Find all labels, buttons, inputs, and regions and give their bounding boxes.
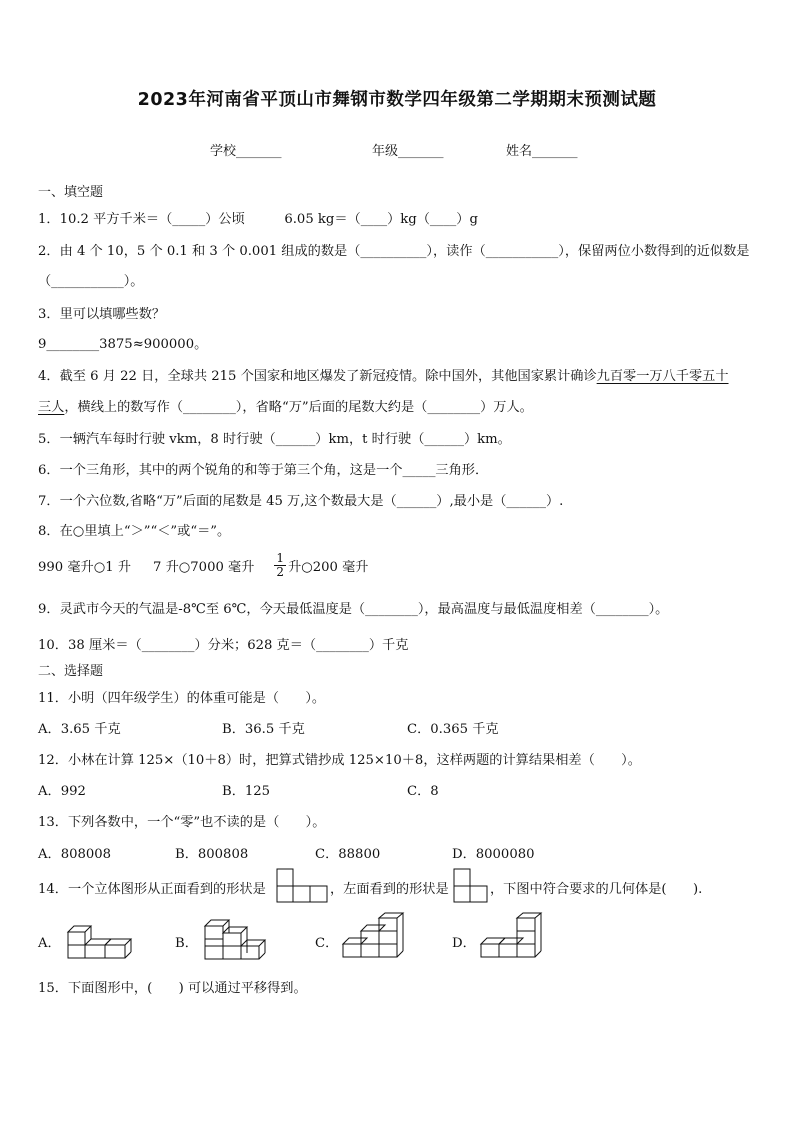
question-2-line-2: （___________）。 <box>38 274 144 289</box>
question-4-line-1 <box>38 365 729 384</box>
grade-field: 年级_______ <box>372 144 444 159</box>
q14-option-c-figure <box>341 912 405 962</box>
q14-option-d[interactable]: D． <box>452 936 476 951</box>
question-13: 13．下列各数中，一个“零”也不读的是（ ）。 <box>38 815 326 830</box>
question-5: 5．一辆汽车每时行驶 vkm，8 时行驶（______）km，t 时行驶（______）km。 <box>38 432 511 447</box>
section-fill-heading: 一、填空题 <box>38 185 104 200</box>
question-14-part-2: ，左面看到的形状是 <box>330 882 449 897</box>
q14-option-c[interactable]: C． <box>315 936 339 951</box>
question-4-underlined-end: 三人 <box>38 400 65 415</box>
question-12: 12．小林在计算 125×（10＋8）时，把算式错抄成 125×10＋8，这样两题的计算结果相差（ ）。 <box>38 753 641 768</box>
question-7: 7．一个六位数,省略“万”后面的尾数是 45 万,这个数最大是（______）,最小是（______）. <box>38 494 564 509</box>
question-2-line-1: 2．由 4 个 10，5 个 0.1 和 3 个 0.001 组成的数是（__________），读作（___________），保留两位小数得到的近似数是 <box>38 244 750 259</box>
q13-option-c[interactable]: C．88800 <box>315 847 381 862</box>
q8-fraction <box>274 552 286 579</box>
q13-option-d[interactable]: D．8000080 <box>452 847 535 862</box>
question-6: 6．一个三角形，其中的两个锐角的和等于第三个角，这是一个_____三角形． <box>38 463 489 478</box>
question-8: 8．在○里填上“＞”“＜”或“＝”。 <box>38 524 231 539</box>
q8-item-b: 7 升○7000 毫升 <box>153 559 255 575</box>
q14-option-b-figure <box>203 914 267 962</box>
fraction-denominator: 2 <box>276 564 285 579</box>
q11-option-c[interactable]: C．0.365 千克 <box>407 722 499 737</box>
q12-option-c[interactable]: C．8 <box>407 784 439 799</box>
q11-option-a[interactable]: A．3.65 千克 <box>38 722 121 737</box>
name-field: 姓名_______ <box>506 144 578 159</box>
question-3-line-1: 3．里可以填哪些数？ <box>38 307 166 322</box>
question-4-text: 4．截至 6 月 22 日，全球共 215 个国家和地区爆发了新冠疫情。除中国外，其他国家累计确诊 <box>38 369 597 384</box>
question-4-underlined-number: 九百零一万八千零五十 <box>596 369 729 384</box>
question-8-items <box>38 548 369 582</box>
q14-option-a[interactable]: A． <box>38 936 61 951</box>
q14-option-b[interactable]: B． <box>175 936 198 951</box>
question-14-part-1: 14．一个立体图形从正面看到的形状是 <box>38 882 266 897</box>
q8-item-a: 990 毫升○1 升 <box>38 559 132 575</box>
fraction-numerator: 1 <box>276 550 285 565</box>
question-9: 9．灵武市今天的气温是-8℃至 6℃，今天最低温度是（________），最高温度与最低温度相差（________）。 <box>38 602 669 617</box>
q14-option-d-figure <box>479 912 543 962</box>
q8-item-c: 升○200 毫升 <box>288 559 369 575</box>
question-1: 1．10.2 平方千米＝（_____）公顷 6.05 kg＝（____）kg（____）g <box>38 212 478 227</box>
q13-option-b[interactable]: B．800808 <box>175 847 249 862</box>
q12-option-a[interactable]: A．992 <box>38 784 86 799</box>
question-3-line-2: 9________3875≈900000。 <box>38 337 208 352</box>
question-4-text-end: ，横线上的数写作（________），省略“万”后面的尾数大约是（________）万人。 <box>64 400 533 415</box>
front-view-figure <box>276 868 328 904</box>
question-11: 11．小明（四年级学生）的体重可能是（ ）。 <box>38 691 326 706</box>
page-title: 2023年河南省平顶山市舞钢市数学四年级第二学期期末预测试题 <box>137 90 657 110</box>
section-choice-heading: 二、选择题 <box>38 664 104 679</box>
q13-option-a[interactable]: A．808008 <box>38 847 112 862</box>
q14-option-a-figure <box>66 918 134 960</box>
left-view-figure <box>453 868 489 904</box>
q11-option-b[interactable]: B．36.5 千克 <box>222 722 305 737</box>
question-15: 15．下面图形中，( ) 可以通过平移得到。 <box>38 981 307 996</box>
question-4-line-2 <box>38 396 533 415</box>
school-field: 学校_______ <box>210 144 282 159</box>
question-14-part-3: ，下图中符合要求的几何体是( ). <box>490 882 703 897</box>
question-10: 10．38 厘米＝（________）分米；628 克＝（________）千克 <box>38 638 409 653</box>
q12-option-b[interactable]: B．125 <box>222 784 271 799</box>
